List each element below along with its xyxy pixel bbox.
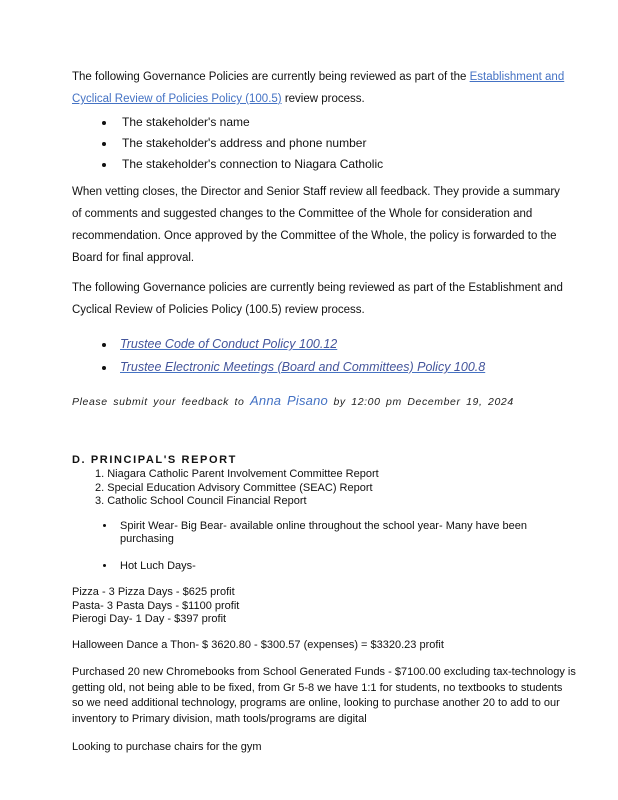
halloween-profit-line: Halloween Dance a Thon- $ 3620.80 - $300.57 (expenses) = $3320.23 profit [72,638,444,651]
gym-chairs-line: Looking to purchase chairs for the gym [72,741,262,753]
governance-intro-paragraph [72,66,572,110]
feedback-deadline: by 12:00 pm December 19, 2024 [327,396,514,408]
list-item: 1. Niagara Catholic Parent Involvement Committee Report [95,468,379,480]
principals-report-heading: D. PRINCIPAL'S REPORT [72,454,237,466]
list-item: 3. Catholic School Council Financial Report [95,495,307,507]
governance-intro-text-before: The following Governance Policies are currently being reviewed as part of the [72,71,470,83]
feedback-line [72,393,572,408]
fundraiser-profit-block [72,586,572,627]
list-item: • Spirit Wear- Big Bear- available online throughout the school year- Many have been purchasing [116,520,550,547]
list-item: • The stakeholder's name [116,112,572,133]
document-content [72,66,576,755]
list-item: 2. Special Education Advisory Committee (SEAC) Report [95,481,373,494]
stakeholder-bullet-list [72,112,572,175]
trustee-code-of-conduct-link[interactable]: Trustee Code of Conduct Policy 100.12 [120,337,338,351]
pierogi-profit-line: Pierogi Day- 1 Day - $397 profit [72,613,227,625]
pizza-profit-line: Pizza - 3 Pizza Days - $625 profit [72,586,235,598]
vetting-paragraph: When vetting closes, the Director and Senior Staff review all feedback. They provide a summary of comments and suggested changes to the Committee of the Whole for consideration and recommendation. Once approved by the Committee of the Whole, the policy is forwarded to the Board for final approval. [72,186,560,264]
policy-link-list [72,333,572,379]
list-item: • The stakeholder's connection to Niagara Catholic [116,154,572,175]
report-numbered-list [72,468,572,509]
trustee-electronic-meetings-link[interactable]: Trustee Electronic Meetings (Board and Committees) Policy 100.8 [120,360,486,374]
list-item: • Hot Luch Days- [116,560,550,574]
report-bullet-list [72,520,572,574]
feedback-contact-link[interactable]: Anna Pisano [250,393,328,408]
list-item [116,356,572,379]
feedback-prefix: Please submit your feedback to [72,396,251,408]
list-item: • The stakeholder's address and phone number [116,133,572,154]
review-paragraph: The following Governance policies are currently being reviewed as part of the Establishment and Cyclical Review of Policies Policy (100.5) review process. [72,282,563,316]
pasta-profit-line: Pasta- 3 Pasta Days - $1100 profit [72,599,240,612]
establishment-policy-link[interactable]: Establishment and Cyclical Review of Policies Policy (100.5) [72,71,565,105]
chromebooks-paragraph: Purchased 20 new Chromebooks from School Generated Funds - $7100.00 excluding tax-technology is getting old, not being able to be fixed, from Gr 5-8 we have 1:1 for students, no textbooks to students so we need additional technology, programs are online, looking to purchase another 20 to add to our inventory to Primary division, math tools/programs are digital [72,666,576,725]
list-item [116,333,572,356]
governance-intro-text-after: review process. [281,93,365,105]
